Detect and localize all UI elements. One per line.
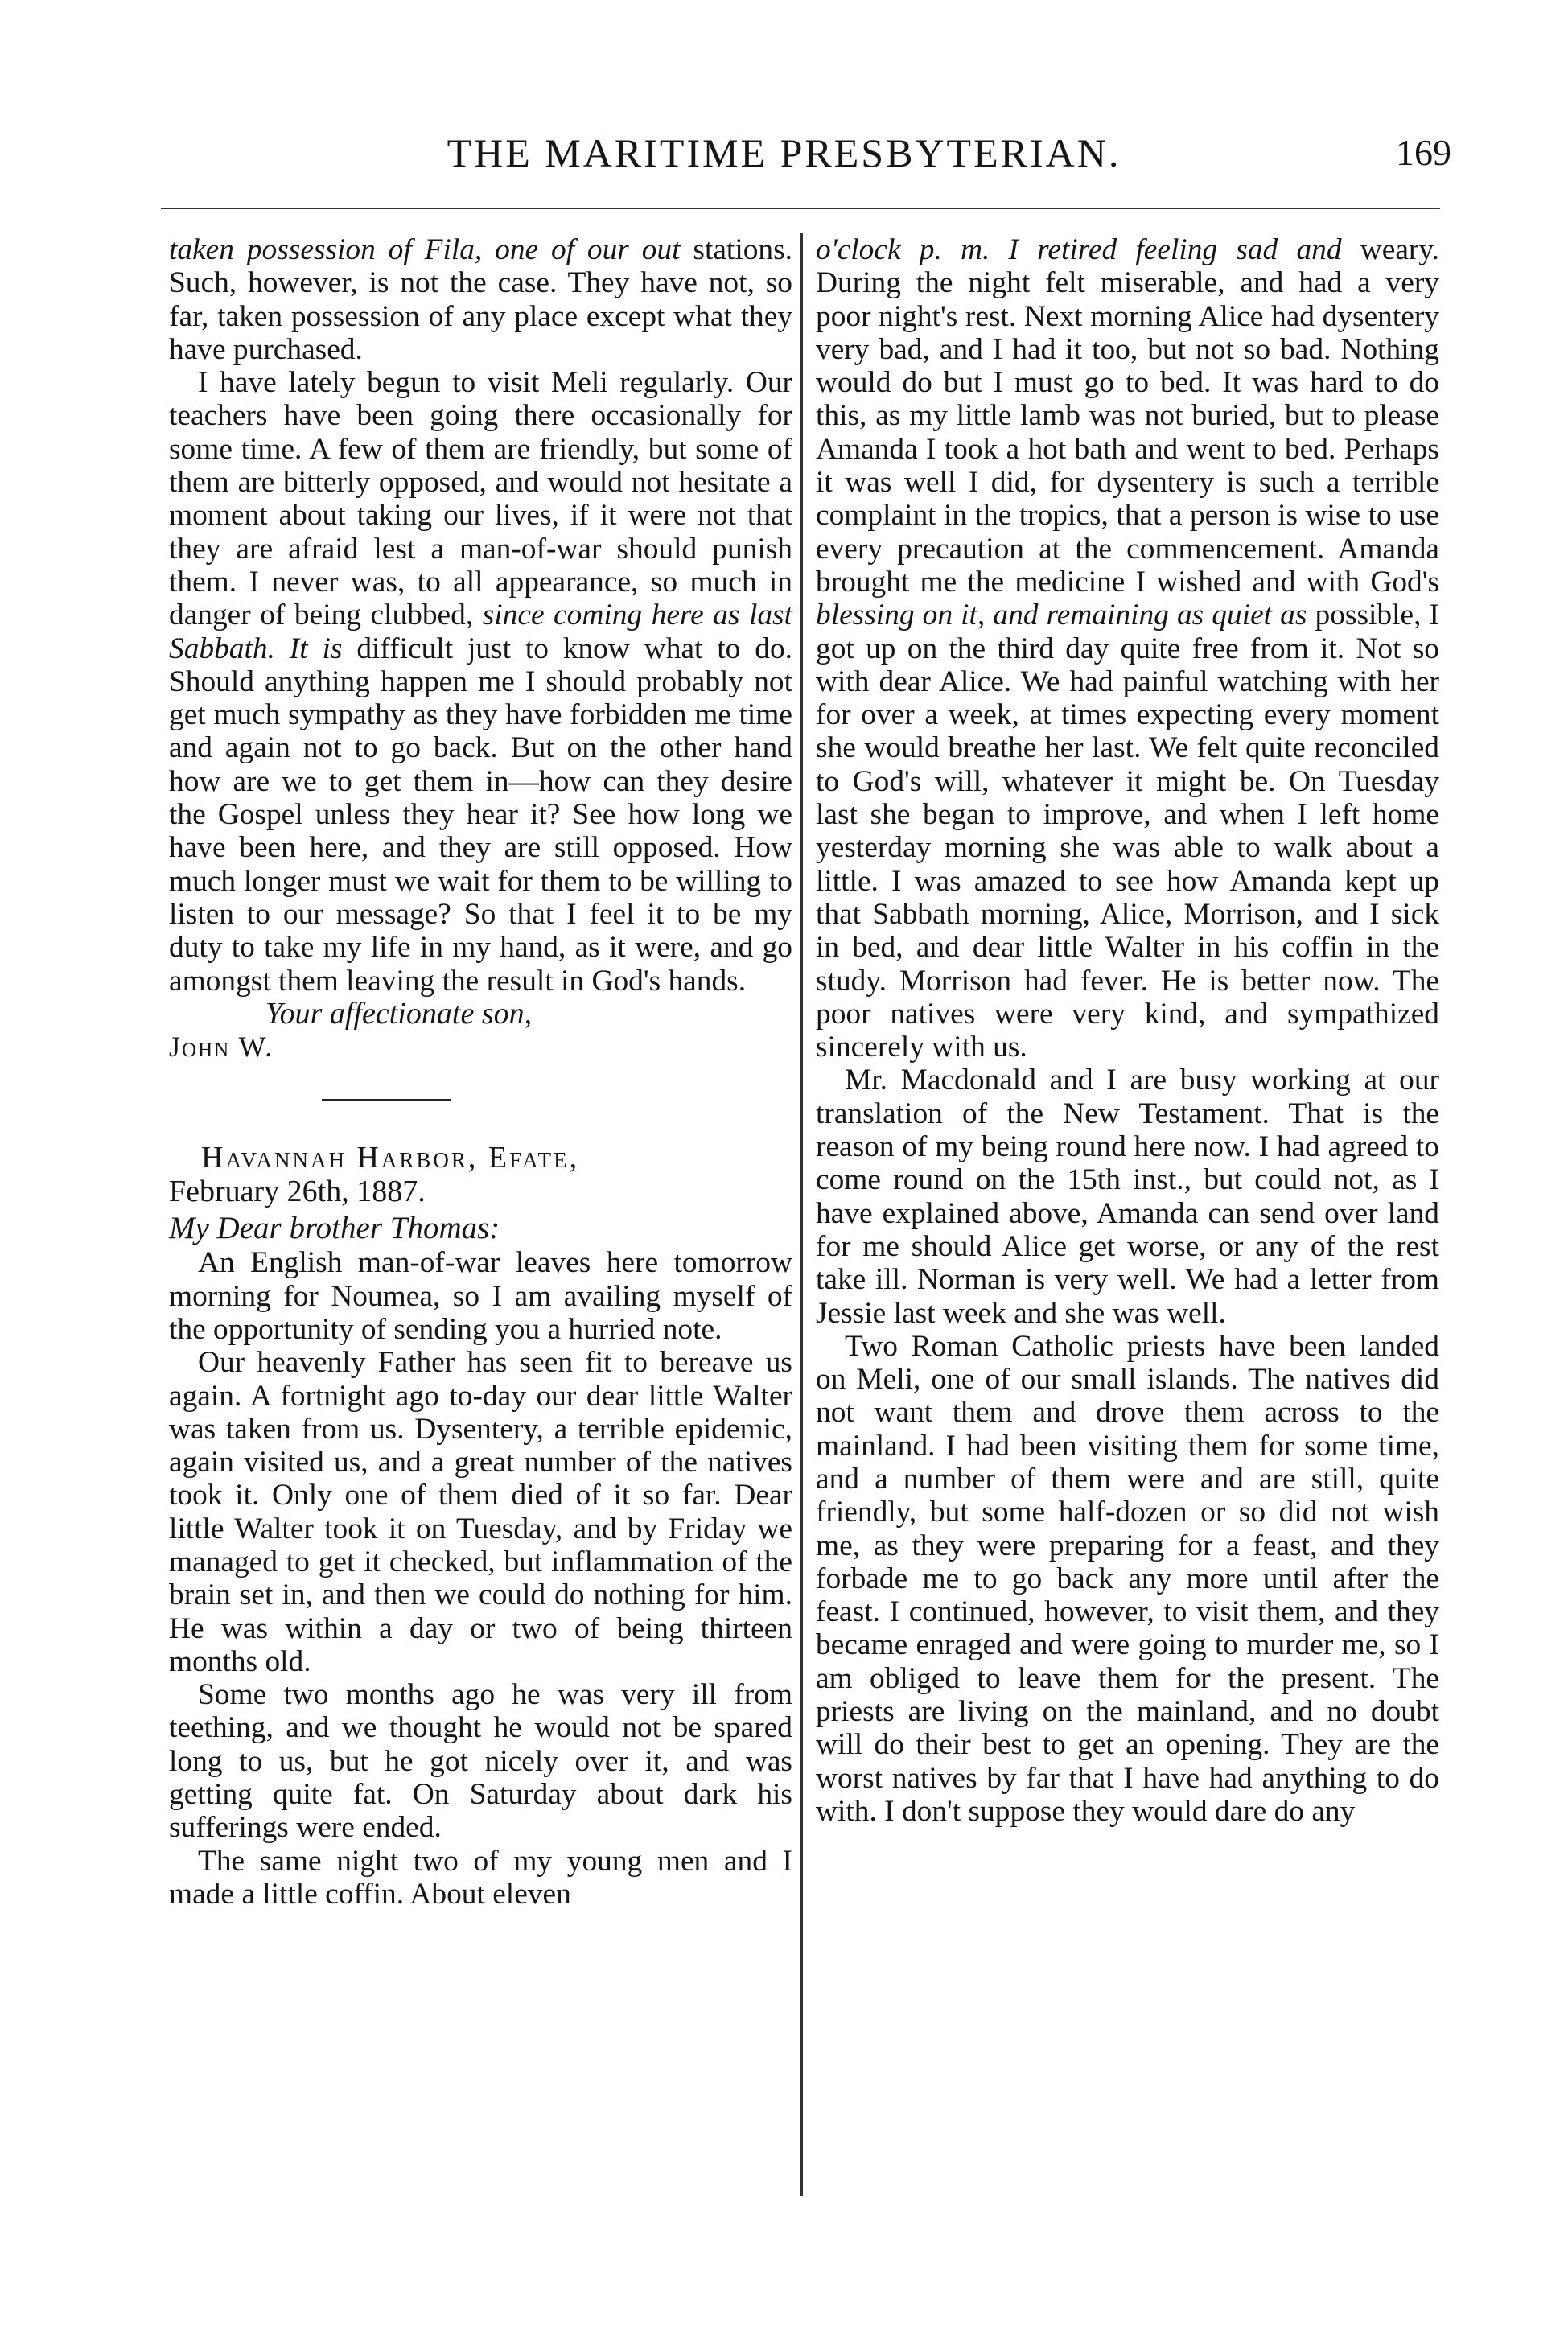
left-paragraph-2-italic: since coming here as last Sabbath. It is [169,599,792,665]
left-paragraph-1-italic: taken possession of Fila, one of our out [169,233,681,266]
column-divider [800,233,803,2196]
left-paragraph-4: Our heavenly Father has seen fit to bereave us again. A fortnight ago to-day our dear little Walter was taken from us. Dysentery, a terrible epidemic, again visited us, and a great number of the natives took it. Only one of them died of it so far. Dear little Walter took it on Tuesday, and by Friday we managed to get it checked, but inflammation of the brain set in, and then we could do nothing for him. He was within a day or two of being thirteen months old. [169,1346,792,1678]
page-number: 169 [1396,132,1451,173]
running-title: THE MARITIME PRESBYTERIAN. [447,130,1121,175]
left-paragraph-1 [169,233,792,366]
letter-signature: John W. [169,1031,274,1064]
dateline-place: Havannah Harbor, Efate, [201,1141,580,1175]
left-column [169,233,792,2204]
left-paragraph-2 [169,366,792,998]
right-paragraph-3: Two Roman Catholic priests have been landed on Meli, one of our small islands. The natives did not want them and drove them across to the mainland. I had been visiting them for some time, and a number of them were and are still, quite friendly, but some half-dozen or so did not wish me, as they were preparing for a feast, and they forbade me to go back any more until after the feast. I continued, however, to visit them, and they became enraged and were going to murder me, so I am obliged to leave them for the present. The priests are living on the mainland, and no doubt will do their best to get an opening. They are the worst natives by far that I have had anything to do with. I don't suppose they would dare do any [816,1329,1439,1828]
right-paragraph-1-text-a: weary. During the night felt miserable, and had a very poor night's rest. Next morning Alice had dysentery very bad, and I had it too, but not so bad. Nothing would do but I must go to bed. It was hard to do this, as my little lamb was not buried, but to please Amanda I took a hot bath and went to bed. Perhaps it was well I did, for dysentery is such a terrible complaint in the tropics, that a person is wise to use every precaution at the commencement. Amanda brought me the medicine I wished and with God's [816,233,1439,599]
left-paragraph-5: Some two months ago he was very ill from teething, and we thought he would not be spared long to us, but he got nicely over it, and was getting quite fat. On Saturday about dark his sufferings were ended. [169,1678,792,1845]
header-rule [161,208,1440,209]
right-paragraph-1-text-b: possible, I got up on the third day quite free from it. Not so with dear Alice. We had painful watching with her for over a week, at times expecting every moment she would breathe her last. We felt quite reconciled to God's will, whatever it might be. On Tuesday last she began to improve, and when I left home yesterday morning she was able to walk about a little. I was amazed to see how Amanda kept up that Sabbath morning, Alice, Morrison, and I sick in bed, and dear little Walter in his coffin in the study. Morrison had fever. He is better now. The poor natives were very kind, and sympathized sincerely with us. [816,599,1439,1064]
section-rule [322,1099,451,1101]
right-paragraph-1 [816,233,1439,1064]
page-header [0,121,1568,185]
right-paragraph-1-italic-2: blessing on it, and remaining as quiet as [816,599,1307,632]
left-paragraph-1-text: stations. Such, however, is not the case. They have not, so far, taken possession of any place except what they have purchased. [169,233,792,366]
right-column [816,233,1439,2204]
letter-closing: Your affectionate son, [265,996,533,1031]
letter-salutation: My Dear brother Thomas: [169,1211,500,1246]
right-paragraph-1-italic: o'clock p. m. I retired feeling sad and [816,233,1342,266]
left-paragraph-3: An English man-of-war leaves here tomorrow morning for Noumea, so I am availing myself of the opportunity of sending you a hurried note. [169,1246,792,1346]
left-paragraph-2-text-a: I have lately begun to visit Meli regularly. Our teachers have been going there occasionally for some time. A few of them are friendly, but some of them are bitterly opposed, and would not hesitate a moment about taking our lives, if it were not that they are afraid lest a man-of-war should punish them. I never was, to all appearance, so much in danger of being clubbed, [169,366,792,632]
right-paragraph-2: Mr. Macdonald and I are busy working at our translation of the New Testament. That is the reason of my being round here now. I had agreed to come round on the 15th inst., but could not, as I have explained above, Amanda can send over land for me should Alice get worse, or any of the rest take ill. Norman is very well. We had a letter from Jessie last week and she was well. [816,1064,1439,1330]
dateline-date: February 26th, 1887. [169,1174,426,1208]
left-paragraph-6: The same night two of my young men and I made a little coffin. About eleven [169,1844,792,1911]
left-paragraph-2-text-b: difficult just to know what to do. Should anything happen me I should probably not get much sympathy as they have forbidden me time and again not to go back. But on the other hand how are we to get them in—how can they desire the Gospel unless they hear it? See how long we have been here, and they are still opposed. How much longer must we wait for them to be willing to listen to our message? So that I feel it to be my duty to take my life in my hand, as it were, and go amongst them leaving the result in God's hands. [169,632,792,998]
